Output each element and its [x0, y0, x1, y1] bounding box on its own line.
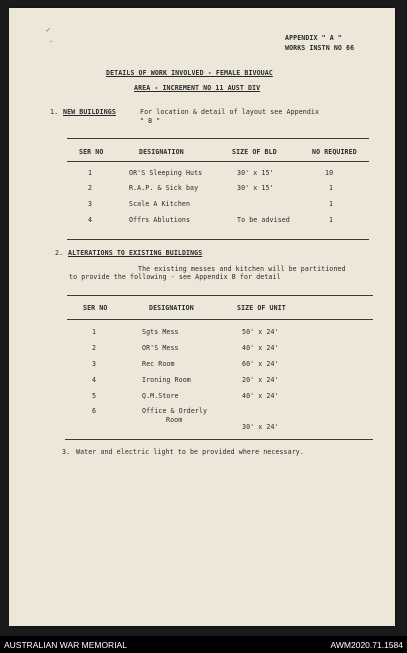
section-note: For location & detail of layout see Appendix — [140, 108, 320, 116]
table-rule — [67, 295, 373, 296]
document-subtitle: AREA - INCREMENT NO 11 AUST DIV — [134, 84, 261, 92]
table-rule — [67, 161, 369, 162]
archive-reference: AWM2020.71.1584 — [330, 640, 403, 650]
appendix-label: APPENDIX " A " — [285, 34, 342, 42]
table-cell-qty: 10 — [325, 169, 334, 177]
document-title: DETAILS OF WORK INVOLVED - FEMALE BIVOUAC — [106, 69, 273, 77]
archive-name: AUSTRALIAN WAR MEMORIAL — [4, 640, 127, 650]
table-cell-designation: Ironing Room — [142, 376, 191, 384]
table-cell-size: 30' x 15' — [237, 169, 274, 177]
table-cell-designation: Office & Orderly — [142, 407, 208, 415]
column-header: SER NO — [79, 148, 104, 156]
table-cell-size: 40' x 24' — [242, 392, 279, 400]
document-page — [9, 8, 395, 626]
table-cell-designation: Q.M.Store — [142, 392, 179, 400]
column-header: DESIGNATION — [139, 148, 184, 156]
ink-mark: · — [49, 38, 54, 46]
column-header: DESIGNATION — [149, 304, 194, 312]
table-cell-size: 50' x 24' — [242, 328, 279, 336]
column-header: SIZE OF BLD — [232, 148, 277, 156]
table-cell-size: 30' x 24' — [242, 423, 279, 431]
table-cell-qty: 1 — [329, 184, 334, 192]
column-header: SIZE OF UNIT — [237, 304, 286, 312]
table-cell-ser: 6 — [92, 407, 97, 415]
table-rule — [67, 319, 373, 320]
table-cell-qty: 1 — [329, 200, 334, 208]
section-number: 1. — [50, 108, 59, 116]
table-cell-ser: 4 — [88, 216, 93, 224]
section-note: to provide the following - see Appendix B for detail — [69, 273, 281, 281]
archive-footer — [0, 636, 407, 653]
section-heading: NEW BUILDINGS — [63, 108, 116, 116]
table-cell-designation: Sgts Mess — [142, 328, 179, 336]
table-cell-designation: OR'S Sleeping Huts — [129, 169, 203, 177]
table-cell-qty: 1 — [329, 216, 334, 224]
table-cell-size: 30' x 15' — [237, 184, 274, 192]
column-header: SER NO — [83, 304, 108, 312]
section-number: 3. — [62, 448, 71, 456]
table-rule — [67, 239, 369, 240]
table-cell-ser: 2 — [88, 184, 93, 192]
column-header: NO REQUIRED — [312, 148, 357, 156]
table-cell-size: 40' x 24' — [242, 344, 279, 352]
section-note: " B " — [140, 117, 161, 125]
table-cell-ser: 4 — [92, 376, 97, 384]
table-cell-size: 20' x 24' — [242, 376, 279, 384]
section-heading: ALTERATIONS TO EXISTING BUILDINGS — [68, 249, 203, 257]
section-note: The existing messes and kitchen will be partitioned — [138, 265, 346, 273]
section-text: Water and electric light to be provided where necessary. — [76, 448, 304, 456]
table-cell-ser: 1 — [88, 169, 93, 177]
table-cell-designation: R.A.P. & Sick bay — [129, 184, 199, 192]
table-cell-size: 60' x 24' — [242, 360, 279, 368]
table-cell-designation: Scale A Kitchen — [129, 200, 191, 208]
table-cell-designation: Offrs Ablutions — [129, 216, 191, 224]
table-cell-size: To be advised — [237, 216, 290, 224]
table-cell-ser: 2 — [92, 344, 97, 352]
table-cell-ser: 3 — [92, 360, 97, 368]
ink-mark: ✓ — [46, 26, 51, 34]
works-instn-label: WORKS INSTN NO 66 — [285, 44, 355, 52]
table-cell-ser: 3 — [88, 200, 93, 208]
table-cell-designation-cont: Room — [166, 416, 183, 424]
table-rule — [67, 138, 369, 139]
table-rule — [65, 439, 373, 440]
table-cell-designation: Rec Room — [142, 360, 175, 368]
table-cell-designation: OR'S Mess — [142, 344, 179, 352]
table-cell-ser: 1 — [92, 328, 97, 336]
table-cell-ser: 5 — [92, 392, 97, 400]
section-number: 2. — [55, 249, 64, 257]
